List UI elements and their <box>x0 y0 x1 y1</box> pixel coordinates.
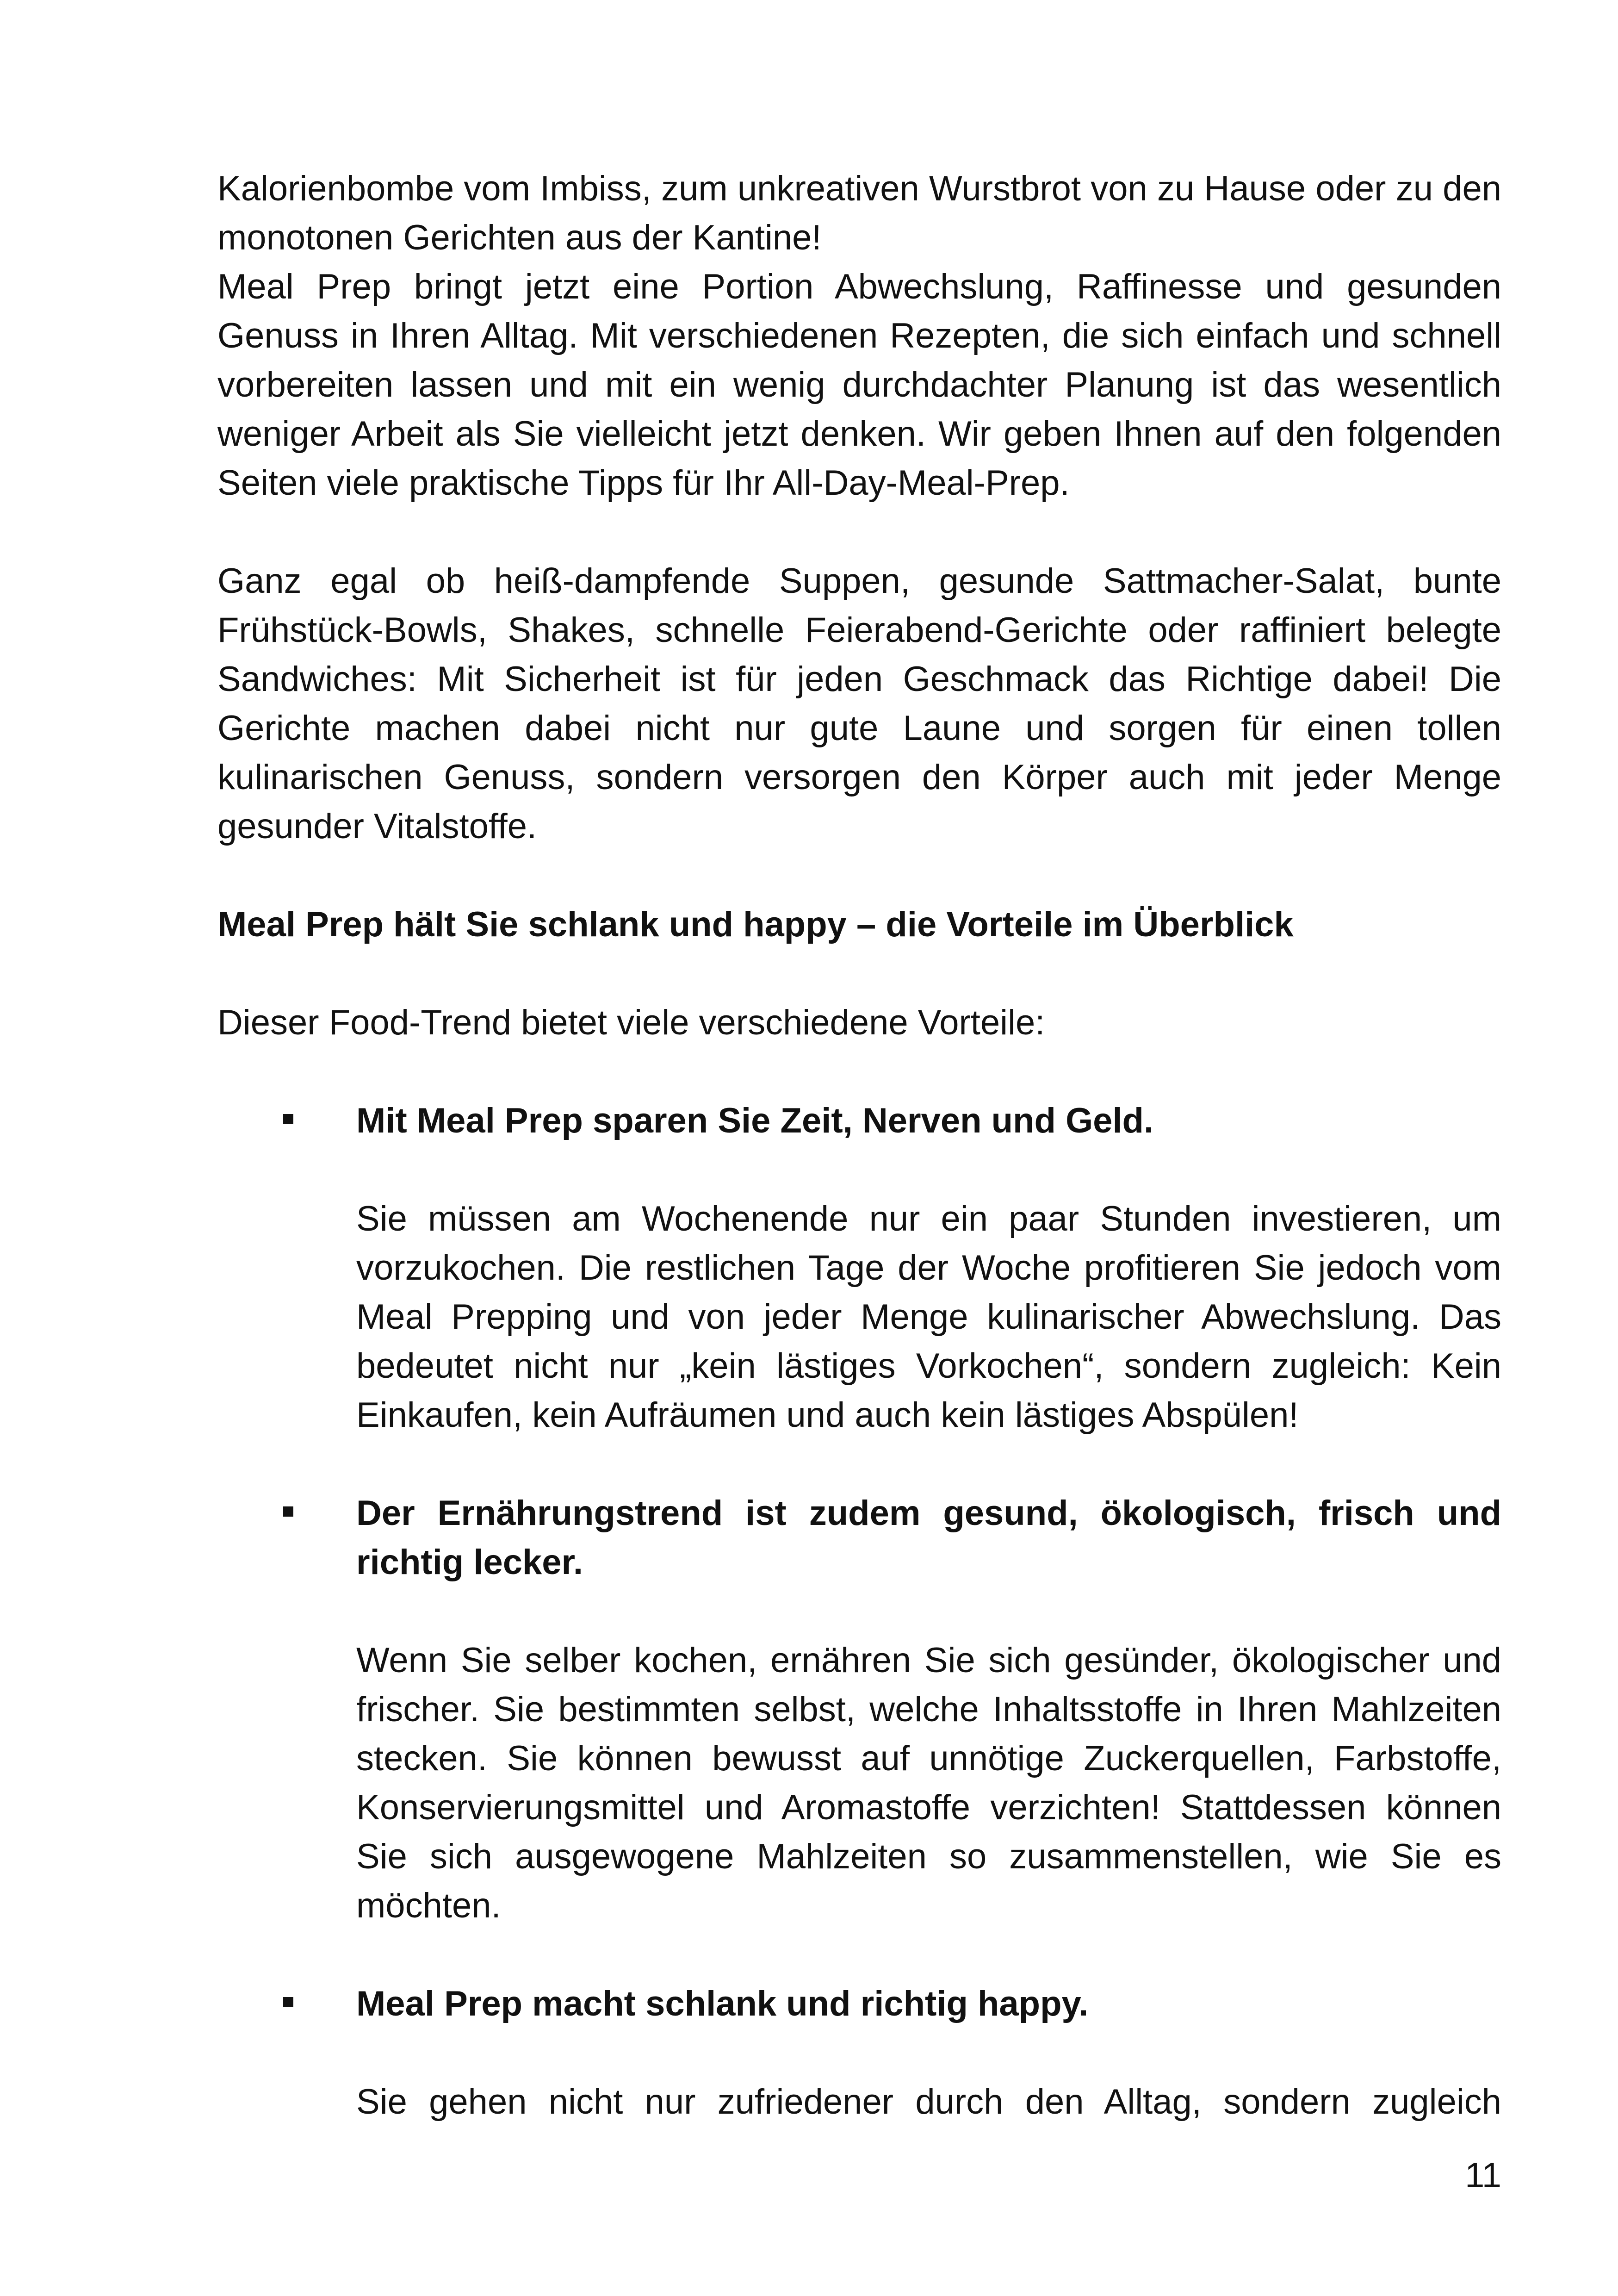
paragraph-intro-continuation: Kalorienbombe vom Imbiss, zum unkreativen Wurstbrot von zu Hause oder zu den monotonen Gerichten aus der Kantine! <box>217 169 1501 257</box>
bullet-title: Mit Meal Prep sparen Sie Zeit, Nerven und Geld. <box>356 1101 1154 1140</box>
bullet-title: Meal Prep macht schlank und richtig happy. <box>356 1984 1089 2023</box>
bullet-body: Sie gehen nicht nur zufriedener durch den Alltag, sondern zugleich <box>356 2082 1501 2122</box>
bullet-body: Wenn Sie selber kochen, ernähren Sie sich gesünder, ökologischer und frischer. Sie bestimmten selbst, welche Inhaltsstoffe in Ihren Mahlzeiten stecken. Sie können bewusst auf unnötige Zuckerquellen, Farbstoffe, Konservierungsmittel und Aromastoffe verzichten! Stattdessen können Sie sich ausgewogene Mahlzeiten so zusammenstellen, wie Sie es möchten. <box>356 1641 1501 1925</box>
page-content <box>217 164 1501 2127</box>
square-bullet-icon <box>283 1997 293 2007</box>
paragraph-meal-variety: Ganz egal ob heiß-dampfende Suppen, gesunde Sattmacher-Salat, bunte Frühstück-Bowls, Shakes, schnelle Feierabend-Gerichte oder raffiniert belegte Sandwiches: Mit Sicherheit ist für jeden Geschmack das Richtige dabei! Die Gerichte machen dabei nicht nur gute Laune und sorgen für einen tollen kulinarischen Genuss, sondern versorgen den Körper auch mit jeder Menge gesunder Vitalstoffe. <box>217 561 1501 846</box>
bullet-item-slim-happy <box>356 1979 1501 2127</box>
bullet-item-healthy-eco <box>356 1489 1501 1930</box>
square-bullet-icon <box>283 1506 293 1517</box>
bullet-title: Der Ernährungstrend ist zudem gesund, ökologisch, frisch und richtig lecker. <box>356 1493 1501 1582</box>
page-number: 11 <box>1465 2156 1501 2195</box>
section-intro: Dieser Food-Trend bietet viele verschiedene Vorteile: <box>217 1003 1045 1042</box>
bullet-body: Sie müssen am Wochenende nur ein paar Stunden investieren, um vorzukochen. Die restlichen Tage der Woche profitieren Sie jedoch vom Meal Prepping und von jeder Menge kulinarischer Abwechslung. Das bedeutet nicht nur „kein lästiges Vorkochen“, sondern zugleich: Kein Einkaufen, kein Aufräumen und auch kein lästiges Abspülen! <box>356 1199 1501 1435</box>
section-heading: Meal Prep hält Sie schlank und happy – die Vorteile im Überblick <box>217 905 1294 944</box>
paragraph-meal-prep-benefits: Meal Prep bringt jetzt eine Portion Abwechslung, Raffinesse und gesunden Genuss in Ihren Alltag. Mit verschiedenen Rezepten, die sich einfach und schnell vorbereiten lassen und mit ein wenig durchdachter Planung ist das wesentlich weniger Arbeit als Sie vielleicht jetzt denken. Wir geben Ihnen auf den folgenden Seiten viele praktische Tipps für Ihr All-Day-Meal-Prep. <box>217 267 1501 503</box>
bullet-item-time-money <box>356 1096 1501 1440</box>
square-bullet-icon <box>283 1114 293 1124</box>
